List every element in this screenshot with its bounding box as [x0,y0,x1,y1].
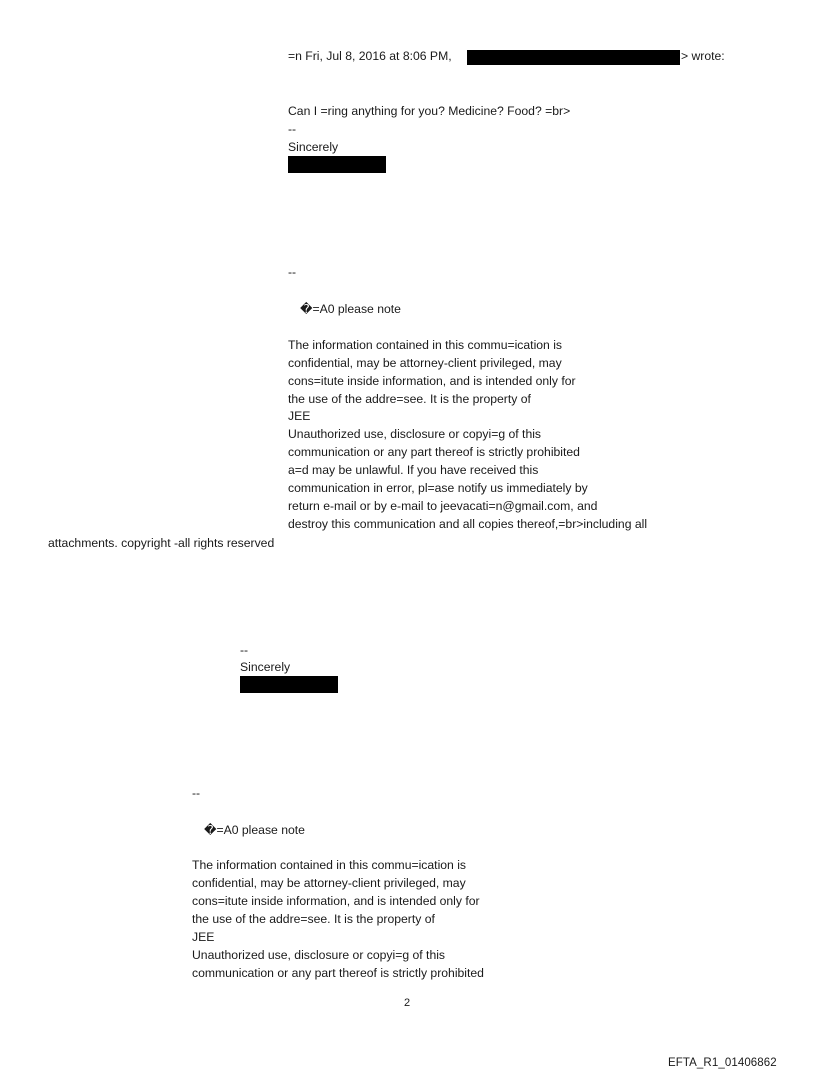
disclaimer-line: Unauthorized use, disclosure or copyi=g of this [192,948,446,962]
disclaimer-line: the use of the addre=see. It is the property of [288,392,531,406]
disclaimer-line: JEE [288,409,311,423]
page-number: 2 [404,997,411,1009]
disclaimer-line: communication or any part thereof is strictly prohibited [192,966,484,980]
redaction-box [240,676,338,693]
disclaimer-line: confidential, may be attorney-client privileged, may [288,356,562,370]
disclaimer-line: cons=itute inside information, and is intended only for [192,894,480,908]
disclaimer-line: a=d may be unlawful. If you have received this [288,463,539,477]
document-id: EFTA_R1_01406862 [668,1057,777,1069]
sincerely-text: Sincerely [288,140,339,154]
signature-separator: -- [288,265,297,279]
quote-header-suffix: > wrote: [681,49,725,63]
disclaimer-line: destroy this communication and all copies thereof,=br>including all [288,517,648,531]
signature-separator: -- [192,786,201,800]
redaction-box [288,156,386,173]
disclaimer-line: The information contained in this commu=ication is [192,858,467,872]
disclaimer-line: communication or any part thereof is strictly prohibited [288,445,580,459]
please-note: �=A0 please note [204,823,305,837]
signature-separator: -- [288,122,297,136]
redaction-box [467,50,680,65]
disclaimer-line: cons=itute inside information, and is intended only for [288,374,576,388]
disclaimer-line: communication in error, pl=ase notify us immediately by [288,481,588,495]
disclaimer-line: Unauthorized use, disclosure or copyi=g of this [288,427,542,441]
please-note: �=A0 please note [300,302,401,316]
sincerely-text: Sincerely [240,660,291,674]
disclaimer-line: return e-mail or by e-mail to jeevacati=n@gmail.com, and [288,499,598,513]
question-line: Can I =ring anything for you? Medicine? Food? =br> [288,104,571,118]
disclaimer-line: confidential, may be attorney-client privileged, may [192,876,466,890]
disclaimer-line: The information contained in this commu=ication is [288,338,563,352]
quote-header [288,47,452,65]
disclaimer-line: JEE [192,930,215,944]
disclaimer-line-wrap: attachments. copyright -all rights reserved [48,536,275,550]
disclaimer-line: the use of the addre=see. It is the property of [192,912,435,926]
signature-separator: -- [240,643,249,657]
quote-header-prefix: =n Fri, Jul 8, 2016 at 8:06 PM, [288,49,452,63]
